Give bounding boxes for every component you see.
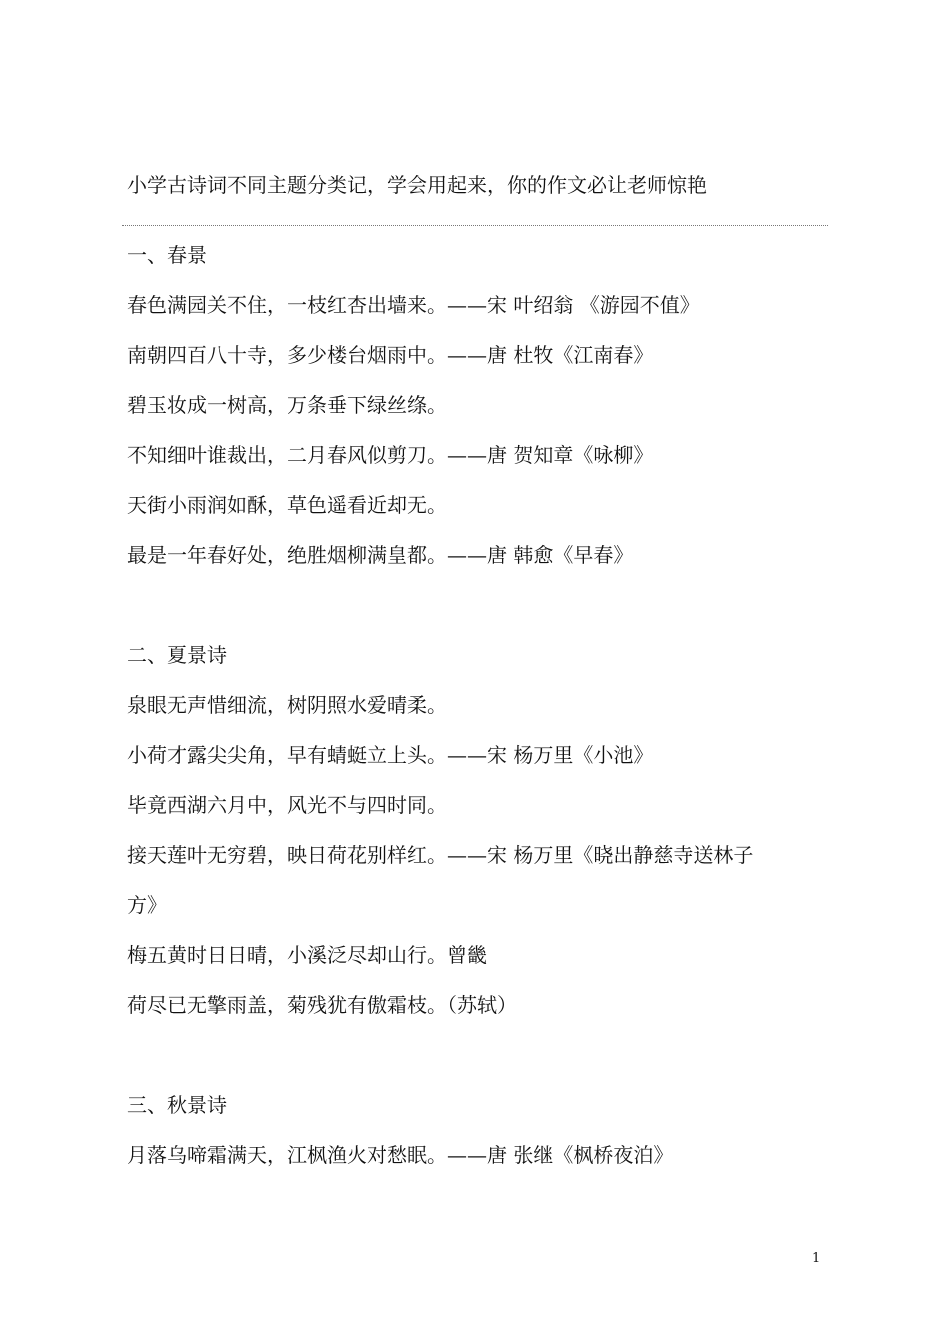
section-heading-summer: 二、夏景诗	[127, 643, 227, 667]
poem-line: 春色满园关不住，一枝红杏出墙来。——宋 叶绍翁 《游园不值》	[127, 293, 700, 317]
document-title: 小学古诗词不同主题分类记，学会用起来，你的作文必让老师惊艳	[127, 173, 707, 197]
title-divider	[122, 225, 828, 226]
blank-line	[127, 1030, 829, 1080]
poem-line: 方》	[127, 893, 167, 917]
poem-line: 泉眼无声惜细流，树阴照水爱晴柔。	[127, 693, 447, 717]
poem-line: 不知细叶谁裁出，二月春风似剪刀。——唐 贺知章《咏柳》	[127, 443, 654, 467]
blank-line	[127, 580, 829, 630]
poem-content	[127, 230, 829, 1180]
poem-line: 接天莲叶无穷碧，映日荷花别样红。——宋 杨万里《晓出静慈寺送林子	[127, 843, 754, 867]
poem-line: 小荷才露尖尖角，早有蜻蜓立上头。——宋 杨万里《小池》	[127, 743, 654, 767]
poem-line: 南朝四百八十寺，多少楼台烟雨中。——唐 杜牧《江南春》	[127, 343, 654, 367]
section-heading-autumn: 三、秋景诗	[127, 1093, 227, 1117]
poem-line: 天街小雨润如酥，草色遥看近却无。	[127, 493, 447, 517]
poem-line: 最是一年春好处，绝胜烟柳满皇都。——唐 韩愈《早春》	[127, 543, 634, 567]
poem-line: 碧玉妆成一树高，万条垂下绿丝绦。	[127, 393, 447, 417]
poem-line: 荷尽已无擎雨盖，菊残犹有傲霜枝。（苏轼）	[127, 993, 517, 1017]
poem-line: 毕竟西湖六月中，风光不与四时同。	[127, 793, 447, 817]
section-heading-spring: 一、春景	[127, 243, 207, 267]
poem-line: 月落乌啼霜满天，江枫渔火对愁眠。——唐 张继《枫桥夜泊》	[127, 1143, 674, 1167]
poem-line: 梅五黄时日日晴，小溪泛尽却山行。曾畿	[127, 943, 487, 967]
page-number: 1	[812, 1251, 821, 1266]
